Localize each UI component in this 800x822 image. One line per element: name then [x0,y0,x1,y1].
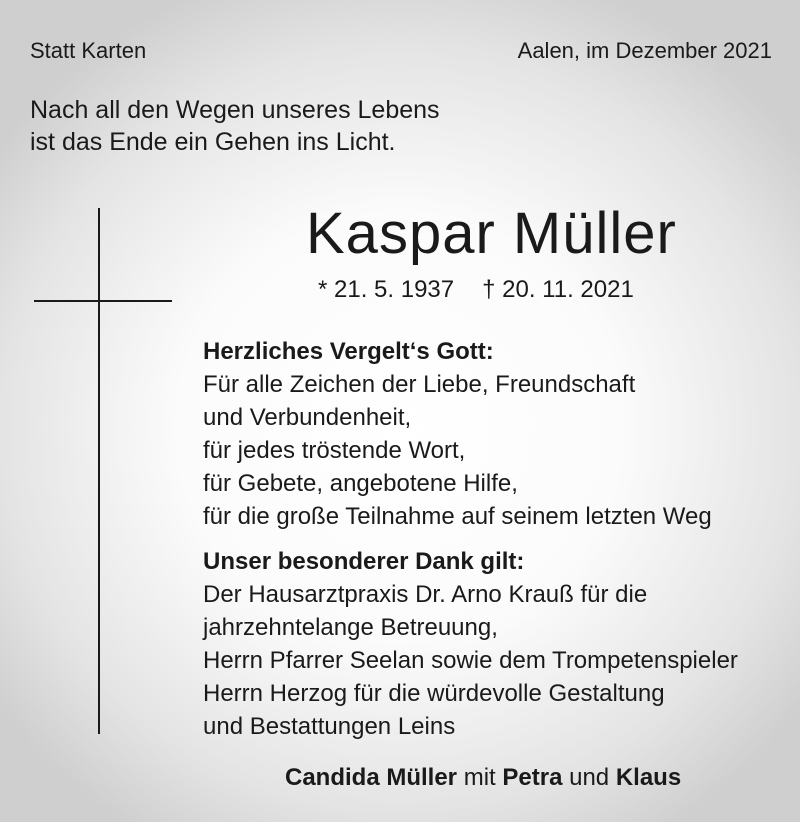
signature-connector: mit [463,764,496,791]
special-thanks-line: Herrn Pfarrer Seelan sowie dem Trompetenspieler [203,647,738,674]
thanks-line: für die große Teilnahme auf seinem letzten Weg [203,503,712,530]
deceased-name: Kaspar Müller [306,201,677,266]
thanks-line: und Verbundenheit, [203,404,412,431]
signatory-name: Klaus [615,764,682,791]
motto [30,94,440,158]
cross-icon-bar [34,300,172,302]
signatory-name: Petra [502,764,563,791]
thanks-heading: Herzliches Vergelt‘s Gott: [203,338,494,365]
special-thanks-heading: Unser besonderer Dank gilt: [203,548,525,575]
signature [285,764,681,792]
motto-line: Nach all den Wegen unseres Lebens [30,96,440,124]
special-thanks-line: jahrzehntelange Betreuung, [203,614,498,641]
birth-date: * 21. 5. 1937 [318,276,455,303]
signature-connector: und [569,764,610,791]
special-thanks-line: Der Hausarztpraxis Dr. Arno Krauß für die [203,581,648,608]
thanks-line: Für alle Zeichen der Liebe, Freundschaft [203,371,636,398]
death-date: † 20. 11. 2021 [482,276,634,303]
cross-icon [98,208,100,734]
signatory-name: Candida Müller [285,764,458,791]
special-thanks-line: Herrn Herzog für die würdevolle Gestaltung [203,680,665,707]
thanks-line: für Gebete, angebotene Hilfe, [203,470,518,497]
thanks-line: für jedes tröstende Wort, [203,437,466,464]
life-dates [318,276,634,304]
special-thanks-line: und Bestattungen Leins [203,713,456,740]
thanks-section [203,335,712,533]
header-note: Statt Karten [30,38,147,63]
special-thanks-section [203,545,738,743]
place-date: Aalen, im Dezember 2021 [517,38,772,63]
motto-line: ist das Ende ein Gehen ins Licht. [30,128,396,156]
